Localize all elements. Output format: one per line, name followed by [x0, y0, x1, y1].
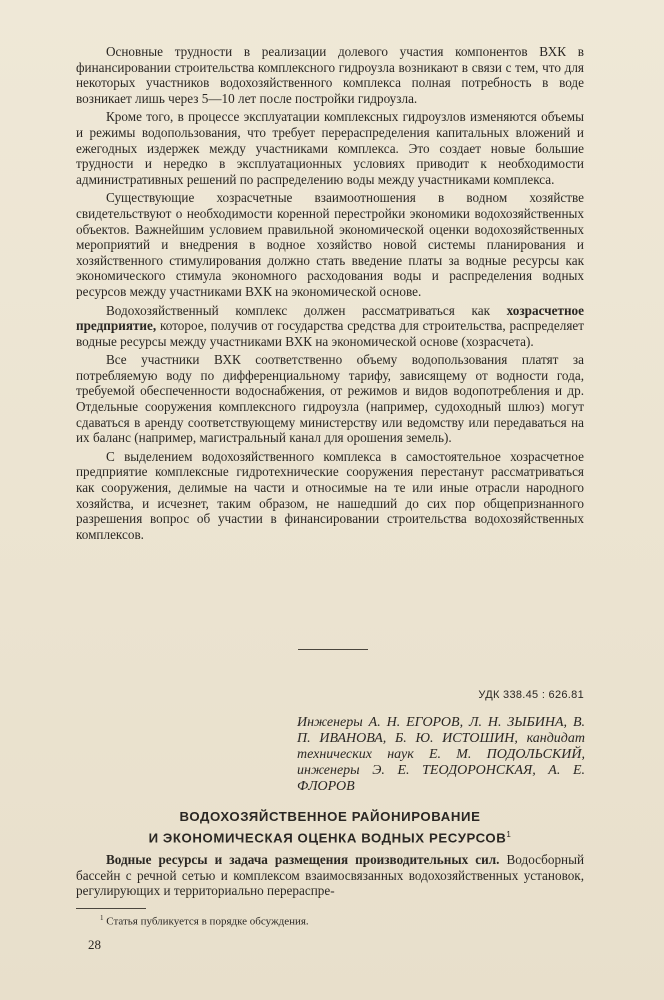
paragraph-4-bold-term: хозрасчетное предприятие, — [76, 302, 584, 334]
paragraph-6: С выделением водохозяйственного комплекса в самостоятельное хозрасчетное предприятие комплексные гидротехнические сооружения перестанут рассматриваться как сооружения, делимые на части и относимые на те или иные отрасли народного хозяйства, и исчезнет, таким образом, не нашедший до сих пор общепризнанного разрешения вопрос об участии в финансировании строительства водохозяйственных комплексов. — [76, 448, 584, 542]
title-line-2 — [76, 826, 584, 847]
section-heading: Водные ресурсы и задача размещения производительных сил. — [106, 852, 500, 867]
paragraph-4 — [76, 303, 584, 350]
title-footnote-marker: 1 — [506, 830, 512, 839]
section-body: Водосборный бассейн с речной сетью и комплексом взаимосвязанных водохозяйственных установок, регулирующих и территориально перераспре- — [76, 852, 585, 899]
article-title — [76, 808, 584, 847]
paragraph-2: Кроме того, в процессе эксплуатации комплексных гидроузлов изменяются объемы и режимы водопользования, что требует перераспределения капитальных вложений и ежегодных издержек между участниками комплекса. Это создает новые большие трудности и нередко в эксплуатационных условиях приводит к необходимости административных решений по распределению воды между участниками комплекса. — [76, 109, 584, 187]
section-divider — [298, 649, 368, 650]
udk-code: УДК 338.45 : 626.81 — [478, 689, 584, 701]
article-authors — [297, 715, 585, 795]
authors-text: Инженеры А. Н. ЕГОРОВ, Л. Н. ЗЫБИНА, В. П. ИВАНОВА, Б. Ю. ИСТОШИН, кандидат технических наук Е. М. ПОДОЛЬСКИЙ, инженеры Э. Е. ТЕОДОРОНСКАЯ, А. Е. ФЛОРОВ — [297, 715, 585, 794]
title-line-2-text: И ЭКОНОМИЧЕСКАЯ ОЦЕНКА ВОДНЫХ РЕСУРСОВ — [148, 830, 507, 846]
paragraph-4-end: которое, получив от государства средства для строительства, распределяет водные ресурсы между участниками ВХК на экономической основе (хозрасчета). — [76, 318, 584, 349]
section-paragraph — [76, 852, 584, 899]
footnote — [100, 914, 309, 928]
paragraph-5: Все участники ВХК соответственно объему водопользования платят за потребляемую воду по дифференциальному тарифу, зависящему от водности года, требуемой обеспеченности водоснабжения, от режимов и видов водопотребления и др. Отдельные сооружения комплексного гидроузла (например, судоходный шлюз) могут сдаваться в аренду соответствующему министерству или ведомству или передаваться на их баланс (например, магистральный канал для орошения земель). — [76, 352, 584, 446]
footnote-text: Статья публикуется в порядке обсуждения. — [103, 915, 309, 928]
paragraph-4-start: Водохозяйственный комплекс должен рассматриваться как — [106, 302, 507, 318]
footnote-divider — [76, 908, 146, 909]
body-text — [76, 44, 584, 542]
paragraph-1: Основные трудности в реализации долевого участия компонентов ВХК в финансировании строительства комплексного гидроузла возникают в связи с тем, что для некоторых участников водохозяйственного комплекса полная потребность в воде возникает лишь через 5—10 лет после постройки гидроузла. — [76, 44, 584, 106]
title-line-1: ВОДОХОЗЯЙСТВЕННОЕ РАЙОНИРОВАНИЕ — [179, 809, 481, 824]
page-number: 28 — [88, 937, 101, 952]
paragraph-3: Существующие хозрасчетные взаимоотношения в водном хозяйстве свидетельствуют о необходимости коренной перестройки экономики водохозяйственных объектов. Важнейшим условием правильной экономической оценки водохозяйственных мероприятий и внедрения в водное хозяйство новой системы планирования и хозяйственного стимулирования должно стать введение платы за водные ресурсы как экономического стимула экономного расходования воды и распределения водных ресурсов между участниками ВХК на экономической основе. — [76, 190, 584, 299]
section-text — [76, 852, 584, 899]
footnote-marker: 1 — [100, 914, 104, 922]
